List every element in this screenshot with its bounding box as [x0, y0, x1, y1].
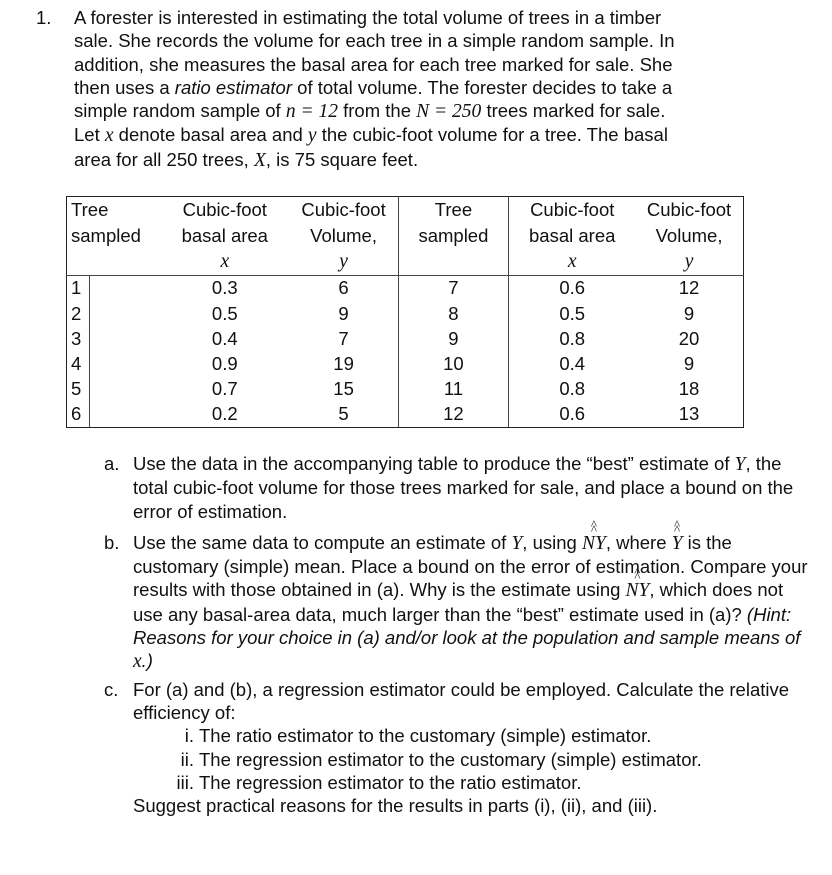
problem-text: trees marked for sale. [486, 100, 666, 122]
X-symbol: X [253, 149, 266, 171]
ratio-estimator-term: ratio estimator [174, 76, 293, 98]
header-basal-line2: basal area [181, 225, 268, 247]
x-symbol: x [133, 651, 142, 673]
table-row: 1 0.3 6 7 0.6 12 [67, 276, 744, 302]
x-symbol: x [104, 125, 114, 147]
problem-text: simple random sample of [74, 100, 281, 122]
table-row: 3 0.4 7 9 0.8 20 [67, 327, 744, 352]
part-c-marker: c. [104, 678, 119, 700]
header-basal-line2-right: basal area [529, 225, 616, 247]
Y-symbol: Y [734, 454, 746, 475]
Y-symbol: Y [511, 532, 523, 554]
table-header-row [67, 197, 744, 224]
problem-text: denote basal area and [118, 124, 303, 146]
x-col-symbol-right: x [509, 249, 635, 276]
header-basal-2: Cubic-foot [509, 197, 635, 224]
header-volume-2: Cubic-foot [635, 197, 743, 224]
header-volume-line2-right: Volume, [635, 223, 743, 249]
y-symbol: y [307, 125, 317, 147]
x-col-symbol: x [160, 249, 290, 276]
part-a: a. Use the data in the accompanying table to produce the “best” estimate of Y, the total cubic-foot volume for those trees marked for sale, and place a bound on the error of estimation. [104, 453, 794, 522]
table-row: 2 0.5 9 8 0.5 9 [67, 302, 744, 327]
header-tree-2: Tree [398, 197, 509, 224]
hint-text: (Hint: Reasons for your choice in (a) and/or look at the population and sample means of [133, 603, 801, 649]
sample-data-table [66, 196, 744, 428]
problem-text: then uses a [74, 76, 170, 98]
y-col-symbol: y [290, 249, 398, 276]
part-b: b. Use the same data to compute an estimate of Y, using ^ NY ^, where ^ Y ^ is the customary (simple) mean. Place a bound on the error of estimation. Compare your results with those obtained in (a). Why is the estimate using ^ NY ^, which does not use any basal-area data, much larger than the “best” estimate used in (a)? (Hint: Reasons for your choice in (a) and/or look at the population and sample means of x.) [104, 531, 816, 674]
problem-text: of total volume. The forester decides to take a [297, 76, 673, 98]
problem-body [74, 6, 816, 172]
table-row: 5 0.7 15 11 0.8 18 [67, 377, 744, 402]
population-size: N = 250 [416, 101, 482, 123]
part-c-closing: Suggest practical reasons for the results in parts (i), (ii), and (iii). [133, 795, 658, 817]
problem-text: sale. She records the volume for each tree in a simple random sample. In [74, 30, 675, 52]
table-header-row-2 [67, 223, 744, 249]
table-row: 6 0.2 5 12 0.6 13 [67, 402, 744, 428]
problem-number: 1. [36, 7, 52, 28]
problem-text: Let [74, 124, 100, 146]
table-row: 4 0.9 19 10 0.4 9 [67, 352, 744, 377]
header-tree: Tree [67, 197, 160, 224]
NY-estimator-symbol: ^ NY ^ [582, 532, 606, 555]
problem-text: addition, she measures the basal area for each tree marked for sale. She [74, 53, 673, 75]
header-volume: Cubic-foot [290, 197, 398, 224]
sample-size: n = 12 [285, 101, 338, 123]
question-parts [104, 452, 816, 817]
problem-text: area for all 250 trees, [74, 148, 249, 170]
header-volume-line2: Volume, [290, 223, 398, 249]
header-tree-line2-right: sampled [398, 223, 509, 249]
header-basal: Cubic-foot [160, 197, 290, 224]
NY-estimator-symbol: ^ NY ^ [626, 579, 650, 602]
part-c-iii: iii. The regression estimator to the ratio estimator. [176, 771, 582, 793]
part-c-i: i. The ratio estimator to the customary (simple) estimator. [184, 725, 652, 747]
problem-text: from the [343, 100, 411, 122]
header-tree-line2: sampled [67, 223, 160, 249]
Y-mean-symbol: ^ Y ^ [672, 532, 683, 555]
problem-statement [36, 6, 816, 172]
problem-text: the cubic-foot volume for a tree. The basal [321, 124, 668, 146]
problem-text: A forester is interested in estimating the total volume of trees in a timber [74, 7, 662, 28]
part-b-marker: b. [104, 531, 120, 553]
part-c-ii: ii. The regression estimator to the customary (simple) estimator. [180, 748, 702, 770]
part-c: c. For (a) and (b), a regression estimator could be employed. Calculate the relative efficiency of: i. The ratio estimator to the customary (simple) estimator. ii. The regression estimator to the customary (simple) estimator. iii. The regression estimator to the ratio estimator. Suggest practical reasons for the results in parts (i), (ii), and (iii). [104, 678, 816, 818]
y-col-symbol-right: y [635, 249, 743, 276]
problem-text: , is 75 square feet. [265, 148, 419, 170]
symbol-row [67, 249, 744, 276]
part-a-marker: a. [104, 453, 120, 474]
